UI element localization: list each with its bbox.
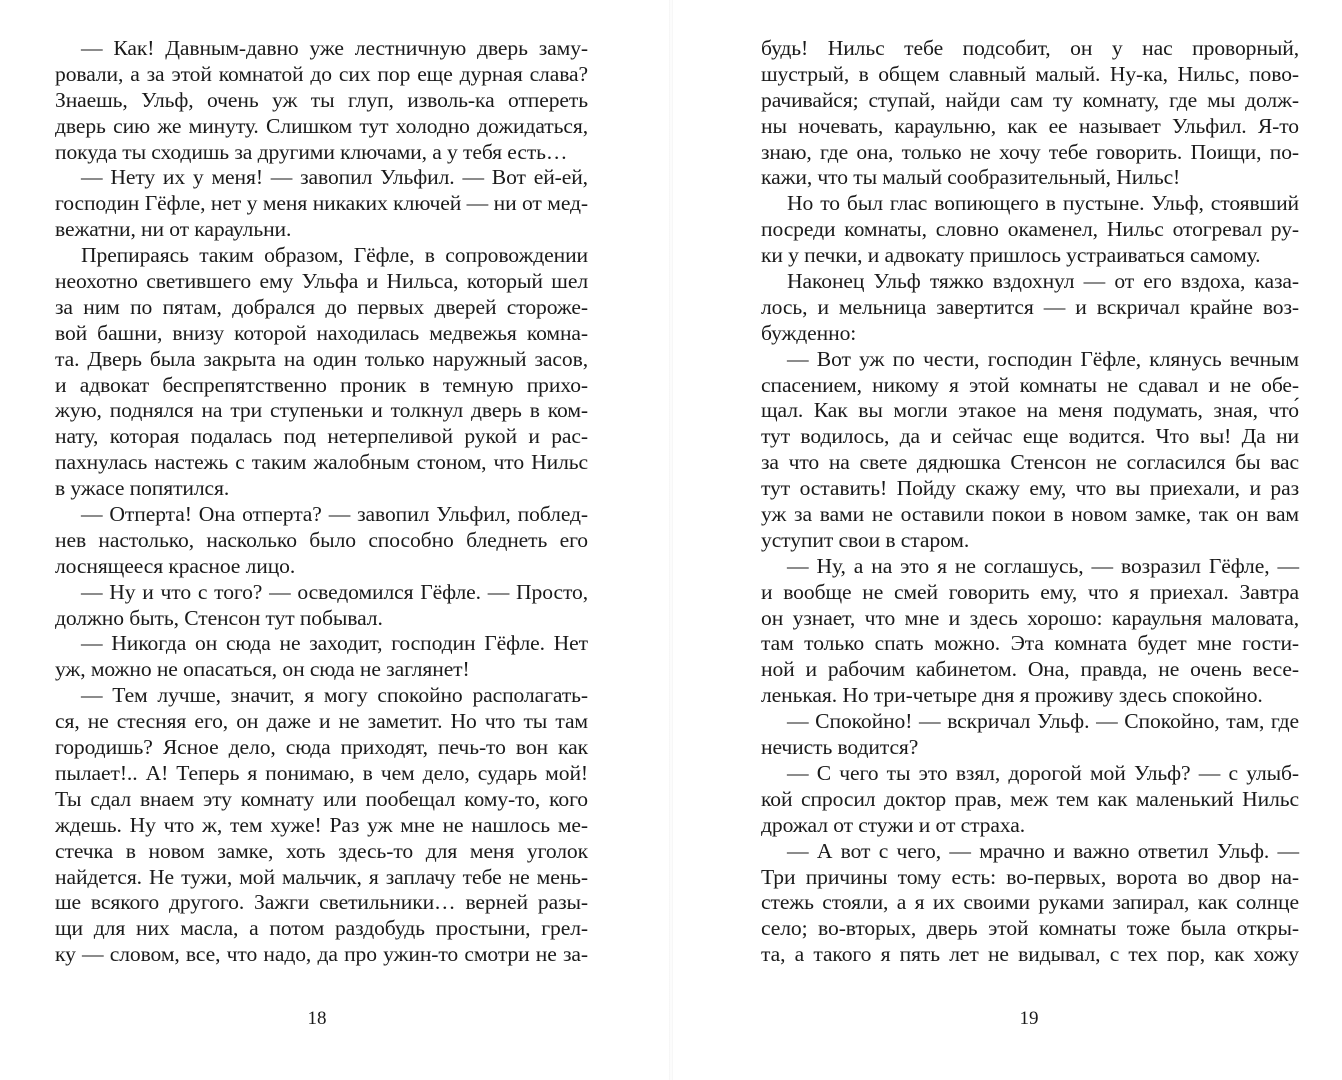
text-line: — Никогда он сюда не заходит, господин Гёфле. Нет [81,631,588,656]
text-line: пылает!.. А! Теперь я понимаю, в чем дело, сударь мой! [55,760,588,785]
text-line: — Отперта! Она отперта? — завопил Ульфил, поблед- [81,502,588,527]
text-line: тут водилось, да и сейчас еще водится. Что вы! Да ни [761,424,1299,449]
text-line: рачивайся; ступай, найди сам ту комнату, где мы долж- [761,87,1299,112]
text-line: будь! Нильс тебе подсобит, он у нас проворный, [761,36,1299,60]
text-line: Но то был глас вопиющего в пустыне. Ульф, стоявший [787,191,1299,216]
text-line: — С чего ты это взял, дорогой мой Ульф? — с улыб- [787,760,1299,785]
text-line: шустрый, в общем славный малый. Ну-ка, Нильс, пово- [761,61,1299,86]
text-line: ленькая. Но три-четыре дня я проживу здесь спокойно. [761,683,1263,708]
text-line: стечка в новом замке, хоть здесь-то для меня уголок [55,838,588,863]
text-line: уступит свои в старом. [761,527,970,552]
right-page [671,0,1342,1080]
text-line: и вообще не смей говорить ему, что я приехал. Завтра [761,579,1299,604]
text-line: кой спросил доктор прав, меж тем как маленький Нильс [761,786,1299,811]
text-line: ше всякого другого. Зажги светильники… верней разы- [55,890,588,915]
text-line: вой башни, внизу которой находилась медвежья комна- [55,320,588,345]
text-line: и адвокат беспрепятственно проник в темную прихо- [55,372,588,397]
text-line: городишь? Ясное дело, сюда приходят, печь-то вон как [55,735,588,760]
text-line: ной и рабочим кабинетом. Она, правда, не очень весе- [761,657,1299,682]
text-line: там только спать можно. Эта комната будет мне гости- [761,631,1299,656]
text-line: — А вот с чего, — мрачно и важно ответил Ульф. — [787,838,1299,863]
text-line: щи для них масла, а потом раздобудь простыни, грел- [55,916,588,941]
text-line: лось, и мельница завертится — и вскричал крайне воз- [761,294,1299,319]
text-line: нев настолько, насколько было способно бледнеть его [55,527,588,552]
text-line: та. Дверь была закрыта на один только наружный засов, [55,346,588,371]
text-line: Три причины тому есть: во-первых, ворота во двор на- [761,864,1299,889]
text-line: дверь сию же минуту. Слишком тут холодно дожидаться, [55,113,588,138]
text-line: знаю, где она, только не хочу тебе говорить. Поищи, по- [761,139,1299,164]
text-line: дрожал от стужи и от страха. [761,812,1026,837]
text-line: вежатни, ни от караульни. [55,217,292,242]
text-line: жую, поднялся на три ступеньки и толкнул дверь в ком- [55,398,588,423]
text-line: уж за вами не оставили покои в новом замке, так он вам [761,502,1299,527]
right-page-text [761,36,1299,968]
text-line: за ним по пятам, добрался до первых дверей стороже- [55,294,588,319]
text-line: ждешь. Ну что ж, тем хуже! Раз уж мне не нашлось ме- [55,812,588,837]
text-line: за что на свете дядюшка Стенсон не согласился бы вас [761,450,1299,475]
text-line: — Спокойно! — вскричал Ульф. — Спокойно, там, где [787,709,1299,734]
text-line: нату, которая подалась под нетерпеливой рукой и рас- [55,424,588,449]
text-line: щал. Как вы могли этакое на меня подумать, зная, что́ [761,398,1299,423]
text-line: ровали, а за этой комнатой до сих пор еще дурная слава? [55,61,588,86]
text-line: он узнает, что мне и здесь хорошо: караульня маловата, [761,605,1299,630]
text-line: — Ну, а на это я не соглашусь, — возразил Гёфле, — [787,553,1299,578]
text-line: пахнулась настежь с таким жалобным стоном, что Нильс [55,450,588,475]
text-line: ны ночевать, караульню, как ее называет Ульфил. Я-то [761,113,1299,138]
text-line: — Вот уж по чести, господин Гёфле, клянусь вечным [787,346,1299,371]
text-line: уж, можно не опасаться, он сюда не заглянет! [55,657,470,682]
text-line: ся, не стесняя его, он даже и не заметит. Но что ты там [55,709,588,734]
text-line: село; во-вторых, дверь этой комнаты тоже была откры- [761,916,1299,941]
text-line: найдется. Не тужи, мой мальчик, я заплачу тебе не мень- [55,864,588,889]
text-line: — Как! Давным-давно уже лестничную дверь заму- [81,36,588,60]
text-line: посреди комнаты, словно окаменел, Нильс отогревал ру- [761,217,1299,242]
text-line: ку — словом, все, что надо, да про ужин-то смотри не за- [55,942,588,967]
text-line: ки у печки, и адвокату пришлось устраиваться самому. [761,243,1261,268]
left-page-number: 18 [307,1008,327,1029]
text-line: господин Гёфле, нет у меня никаких ключей — ни от мед- [55,191,588,216]
text-line: бужденно: [761,320,857,345]
right-page-number: 19 [1019,1008,1039,1029]
text-line: стежь стояли, а я их своими руками запирал, как солнце [761,890,1299,915]
text-line: Ты сдал внаем эту комнату или пообещал кому-то, кого [55,786,588,811]
text-line: в ужасе попятился. [55,476,230,501]
text-line: лоснящееся красное лицо. [55,553,296,578]
text-line: та, а такого я пять лет не видывал, с тех пор, как хожу [761,942,1299,967]
text-line: покуда ты сходишь за другими ключами, а у тебя есть… [55,139,568,164]
text-line: — Ну и что с того? — осведомился Гёфле. — Просто, [81,579,588,604]
text-line: Знаешь, Ульф, очень уж ты глуп, изволь-ка отпереть [55,87,588,112]
text-line: нечисть водится? [761,735,919,760]
text-line: неохотно светившего ему Ульфа и Нильса, который шел [55,269,588,294]
text-line: Препираясь таким образом, Гёфле, в сопровождении [81,243,588,268]
text-line: должно быть, Стенсон тут побывал. [55,605,383,630]
text-line: спасением, никому я этой комнаты не сдавал и не обе- [761,372,1299,397]
text-line: Наконец Ульф тяжко вздохнул — от его вздоха, каза- [787,269,1299,294]
text-line: — Тем лучше, значит, я могу спокойно располагать- [81,683,588,708]
text-line: тут оставить! Пойду скажу ему, что вы приехали, и раз [761,476,1299,501]
text-line: кажи, что ты малый сообразительный, Нильс! [761,165,1181,190]
text-line: — Нету их у меня! — завопил Ульфил. — Вот ей-ей, [81,165,588,190]
left-page-text [55,36,588,968]
